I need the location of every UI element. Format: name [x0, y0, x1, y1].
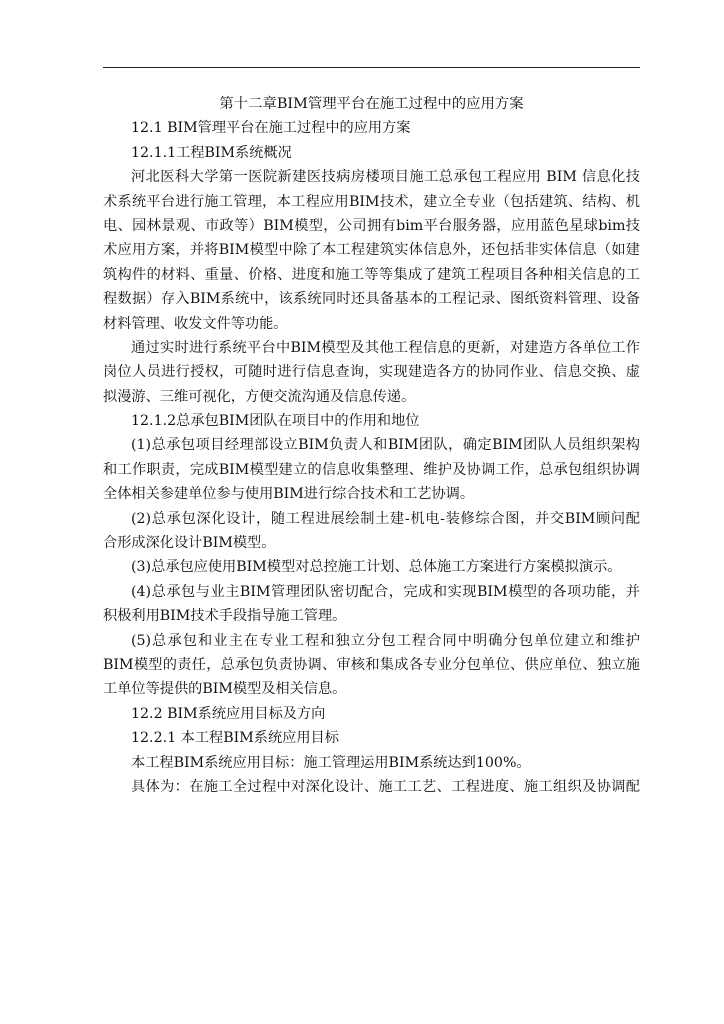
paragraph-overview — [103, 165, 640, 336]
paragraph-line: 岗位人员进行授权，可随时进行信息查询，实现建造各方的协同作业、信息交换、虚 — [103, 364, 640, 381]
section-heading-12-1-1: 12.1.1工程BIM系统概况 — [131, 144, 292, 161]
paragraph-line: 拟漫游、三维可视化，方便交流沟通及信息传递。 — [103, 388, 416, 405]
chapter-title: 第十二章BIM管理平台在施工过程中的应用方案 — [219, 96, 524, 112]
paragraph-specifics — [103, 775, 640, 799]
list-item-1 — [103, 433, 640, 506]
paragraph-line: 合形成深化设计BIM模型。 — [103, 535, 276, 552]
list-item-2 — [103, 507, 640, 556]
document-body — [103, 92, 640, 799]
paragraph-line: 河北医科大学第一医院新建医技病房楼项目施工总承包工程应用 BIM 信息化技 — [131, 169, 640, 186]
paragraph-line: 和工作职责，完成BIM模型建立的信息收集整理、维护及协调工作，总承包组织协调 — [103, 461, 640, 478]
paragraph-line: 积极利用BIM技术手段指导施工管理。 — [103, 608, 347, 625]
section-heading-12-1-2: 12.1.2总承包BIM团队在项目中的作用和地位 — [131, 413, 420, 430]
paragraph-line: 术系统平台进行施工管理，本工程应用BIM技术，建立全专业（包括建筑、结构、机 — [103, 193, 640, 210]
section-heading-12-2: 12.2 BIM系统应用目标及方向 — [131, 705, 326, 722]
paragraph-line: 电、园林景观、市政等）BIM模型，公司拥有bim平台服务器，应用蓝色星球bim技 — [103, 217, 640, 234]
paragraph-line: 术应用方案，并将BIM模型中除了本工程建筑实体信息外，还包括非实体信息（如建 — [103, 242, 640, 259]
header-rule — [103, 67, 640, 68]
paragraph-target — [103, 751, 640, 775]
list-item-4 — [103, 580, 640, 629]
section-heading-12-2-1: 12.2.1 本工程BIM系统应用目标 — [131, 730, 339, 747]
section-heading-12-1: 12.1 BIM管理平台在施工过程中的应用方案 — [131, 120, 411, 137]
paragraph-line: (3)总承包应使用BIM模型对总控施工计划、总体施工方案进行方案模拟演示。 — [131, 559, 622, 576]
paragraph-line: 筑构件的材料、重量、价格、进度和施工等等集成了建筑工程项目各种相关信息的工 — [103, 266, 640, 283]
paragraph-line: BIM模型的责任，总承包负责协调、审核和集成各专业分包单位、供应单位、独立施 — [103, 656, 640, 673]
paragraph-line: 材料管理、收发文件等功能。 — [103, 315, 288, 332]
paragraph-line: (5)总承包和业主在专业工程和独立分包工程合同中明确分包单位建立和维护 — [131, 632, 640, 649]
paragraph-line: 工单位等提供的BIM模型及相关信息。 — [103, 681, 347, 698]
paragraph-line: (2)总承包深化设计，随工程进展绘制土建-机电-装修综合图，并交BIM顾问配 — [131, 510, 640, 527]
paragraph-line: 全体相关参建单位参与使用BIM进行综合技术和工艺协调。 — [103, 486, 475, 503]
paragraph-line: 通过实时进行系统平台中BIM模型及其他工程信息的更新，对建造方各单位工作 — [131, 339, 640, 356]
paragraph-line: 具体为：在施工全过程中对深化设计、施工工艺、工程进度、施工组织及协调配 — [131, 778, 640, 795]
paragraph-line: 本工程BIM系统应用目标：施工管理运用BIM系统达到100%。 — [131, 754, 531, 771]
paragraph-realtime-update — [103, 336, 640, 409]
paragraph-line: 程数据）存入BIM系统中，该系统同时还具备基本的工程记录、图纸资料管理、设备 — [103, 291, 640, 308]
list-item-3 — [103, 555, 640, 579]
list-item-5 — [103, 629, 640, 702]
paragraph-line: (1)总承包项目经理部设立BIM负责人和BIM团队，确定BIM团队人员组织架构 — [131, 437, 640, 454]
paragraph-line: (4)总承包与业主BIM管理团队密切配合，完成和实现BIM模型的各项功能，并 — [131, 583, 640, 600]
